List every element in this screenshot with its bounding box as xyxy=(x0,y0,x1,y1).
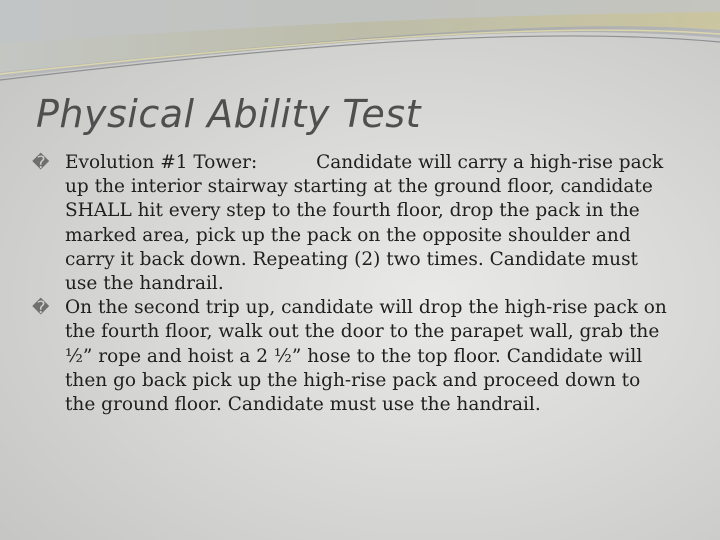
bullet-list xyxy=(32,151,672,417)
bullet-text: On the second trip up, candidate will drop the high-rise pack on the fourth floor, walk out the door to the parapet wall, grab the ½” rope and hoist a 2 ½” hose to the top floor. Candidate will then go back pick up the high-rise pack and proceed down to the ground floor. Candidate must use the handrail. xyxy=(65,297,667,416)
slide-title: Physical Ability Test xyxy=(36,92,422,136)
bullet-text: Evolution #1 Tower: Candidate will carry a high-rise pack up the interior stairway starting at the ground floor, candidate SHALL hit every step to the fourth floor, drop the pack in the marked area, pick up the pack on the opposite shoulder and carry it back down. Repeating (2) two times. Candidate must use the handrail. xyxy=(65,152,664,295)
bullet-item-evolution-1 xyxy=(32,151,672,296)
bullet-marker-icon: � xyxy=(32,153,50,173)
bullet-item-second-trip xyxy=(32,296,672,417)
bullet-marker-icon: � xyxy=(32,298,50,319)
decorative-top-swoosh xyxy=(0,0,720,90)
